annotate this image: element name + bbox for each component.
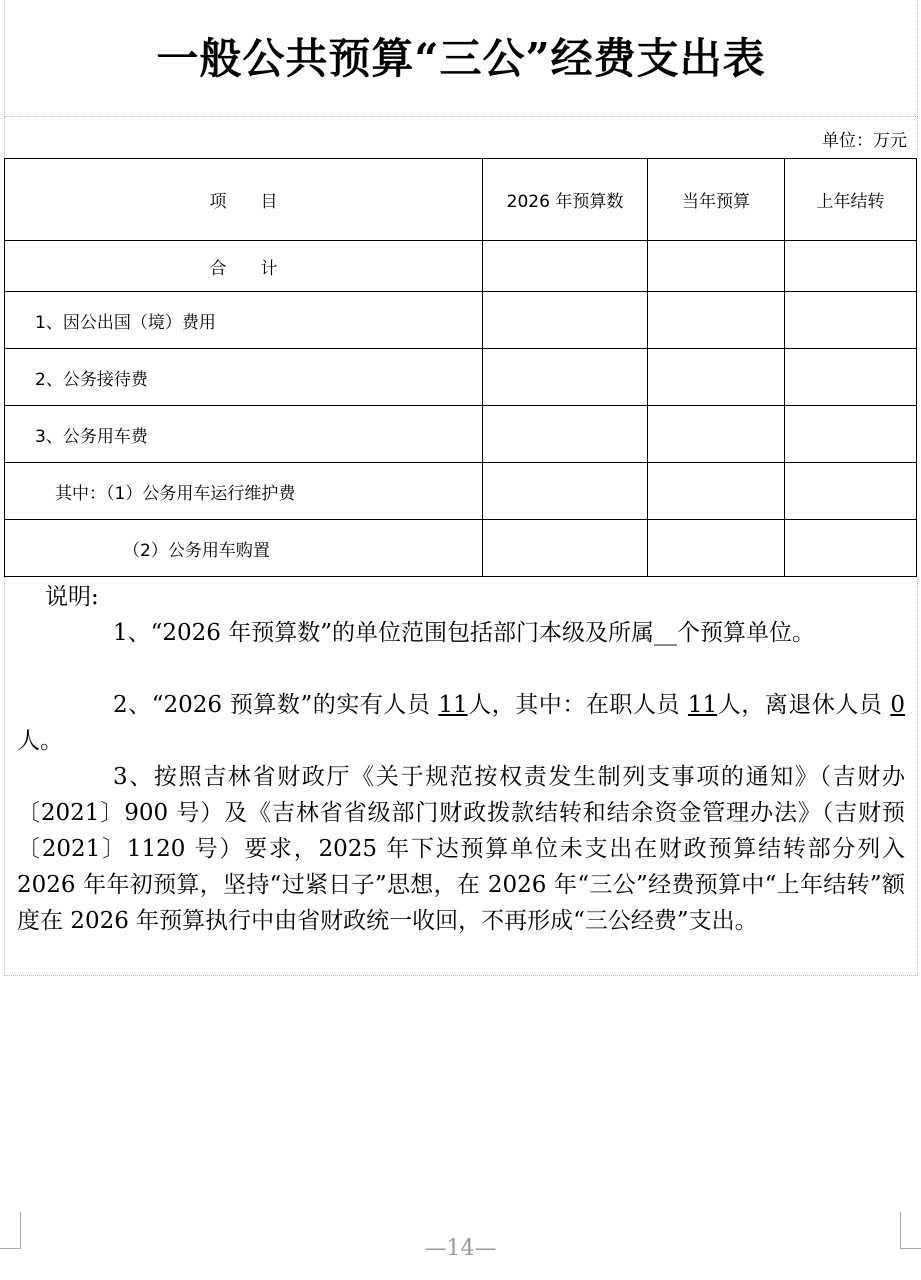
- table-row: [5, 292, 917, 349]
- table-row: [5, 463, 917, 520]
- cell-value: [483, 406, 648, 463]
- cell-value: [785, 463, 917, 520]
- row-label: （2）公务用车购置: [5, 520, 483, 577]
- cell-value: [648, 463, 785, 520]
- cell-value: [648, 520, 785, 577]
- page-title: 一般公共预算“三公”经费支出表: [156, 34, 766, 83]
- note-2-text-b: 人，其中：在职人员: [467, 692, 688, 718]
- note-1-blank: __: [654, 620, 677, 646]
- row-label: 合 计: [5, 241, 483, 292]
- row-label: 2、公务接待费: [5, 349, 483, 406]
- staff-count: 11: [438, 692, 468, 718]
- note-1-text-b: 个预算单位。: [677, 620, 815, 646]
- header-prior-carryover: 上年结转: [785, 159, 917, 241]
- cell-value: [648, 349, 785, 406]
- cell-value: [483, 520, 648, 577]
- title-area: [4, 0, 918, 117]
- cell-value: [483, 292, 648, 349]
- note-3: 3、按照吉林省财政厅《关于规范按权责发生制列支事项的通知》（吉财办〔2021〕900 号）及《吉林省省级部门财政拨款结转和结余资金管理办法》（吉财预〔2021〕1120 号）要求，2025 年下达预算单位未支出在财政预算结转部分列入 2026 年年初预算，坚持“过紧日子”思想，在 2026 年“三公”经费预算中“上年结转”额度在 2026 年预算执行中由省财政统一收回，不再形成“三公经费”支出。: [17, 764, 905, 934]
- note-1-text-a: 1、“2026 年预算数”的单位范围包括部门本级及所属: [113, 620, 654, 646]
- row-label: 3、公务用车费: [5, 406, 483, 463]
- cell-value: [483, 463, 648, 520]
- table-header-row: [5, 159, 917, 241]
- note-1: [17, 615, 905, 651]
- cell-value: [483, 241, 648, 292]
- row-label: 1、因公出国（境）费用: [5, 292, 483, 349]
- cell-value: [785, 406, 917, 463]
- header-2026-budget: 2026 年预算数: [483, 159, 648, 241]
- cell-value: [785, 241, 917, 292]
- header-current-budget: 当年预算: [648, 159, 785, 241]
- budget-table: [4, 158, 917, 577]
- table-row: [5, 406, 917, 463]
- header-item: 项 目: [5, 159, 483, 241]
- active-staff-count: 11: [687, 692, 718, 718]
- table-row: [5, 349, 917, 406]
- page-number: —14—: [424, 1236, 497, 1261]
- cell-value: [785, 349, 917, 406]
- note-2-text-a: 2、“2026 预算数”的实有人员: [113, 692, 439, 718]
- note-2-text-c: 人，离退休人员: [717, 692, 891, 718]
- cell-value: [648, 292, 785, 349]
- notes-section: [4, 577, 918, 976]
- notes-heading: 说明:: [45, 584, 99, 610]
- unit-area: [4, 117, 918, 157]
- cell-value: [785, 520, 917, 577]
- note-2: [17, 687, 905, 759]
- unit-label: 单位：万元: [822, 131, 907, 151]
- cell-value: [648, 241, 785, 292]
- table-row: [5, 520, 917, 577]
- cell-value: [648, 406, 785, 463]
- cell-value: [785, 292, 917, 349]
- table-row-total: [5, 241, 917, 292]
- cell-value: [483, 349, 648, 406]
- note-2-text-d: 人。: [17, 728, 63, 754]
- retired-staff-count: 0: [890, 692, 905, 718]
- row-label: 其中：（1）公务用车运行维护费: [5, 463, 483, 520]
